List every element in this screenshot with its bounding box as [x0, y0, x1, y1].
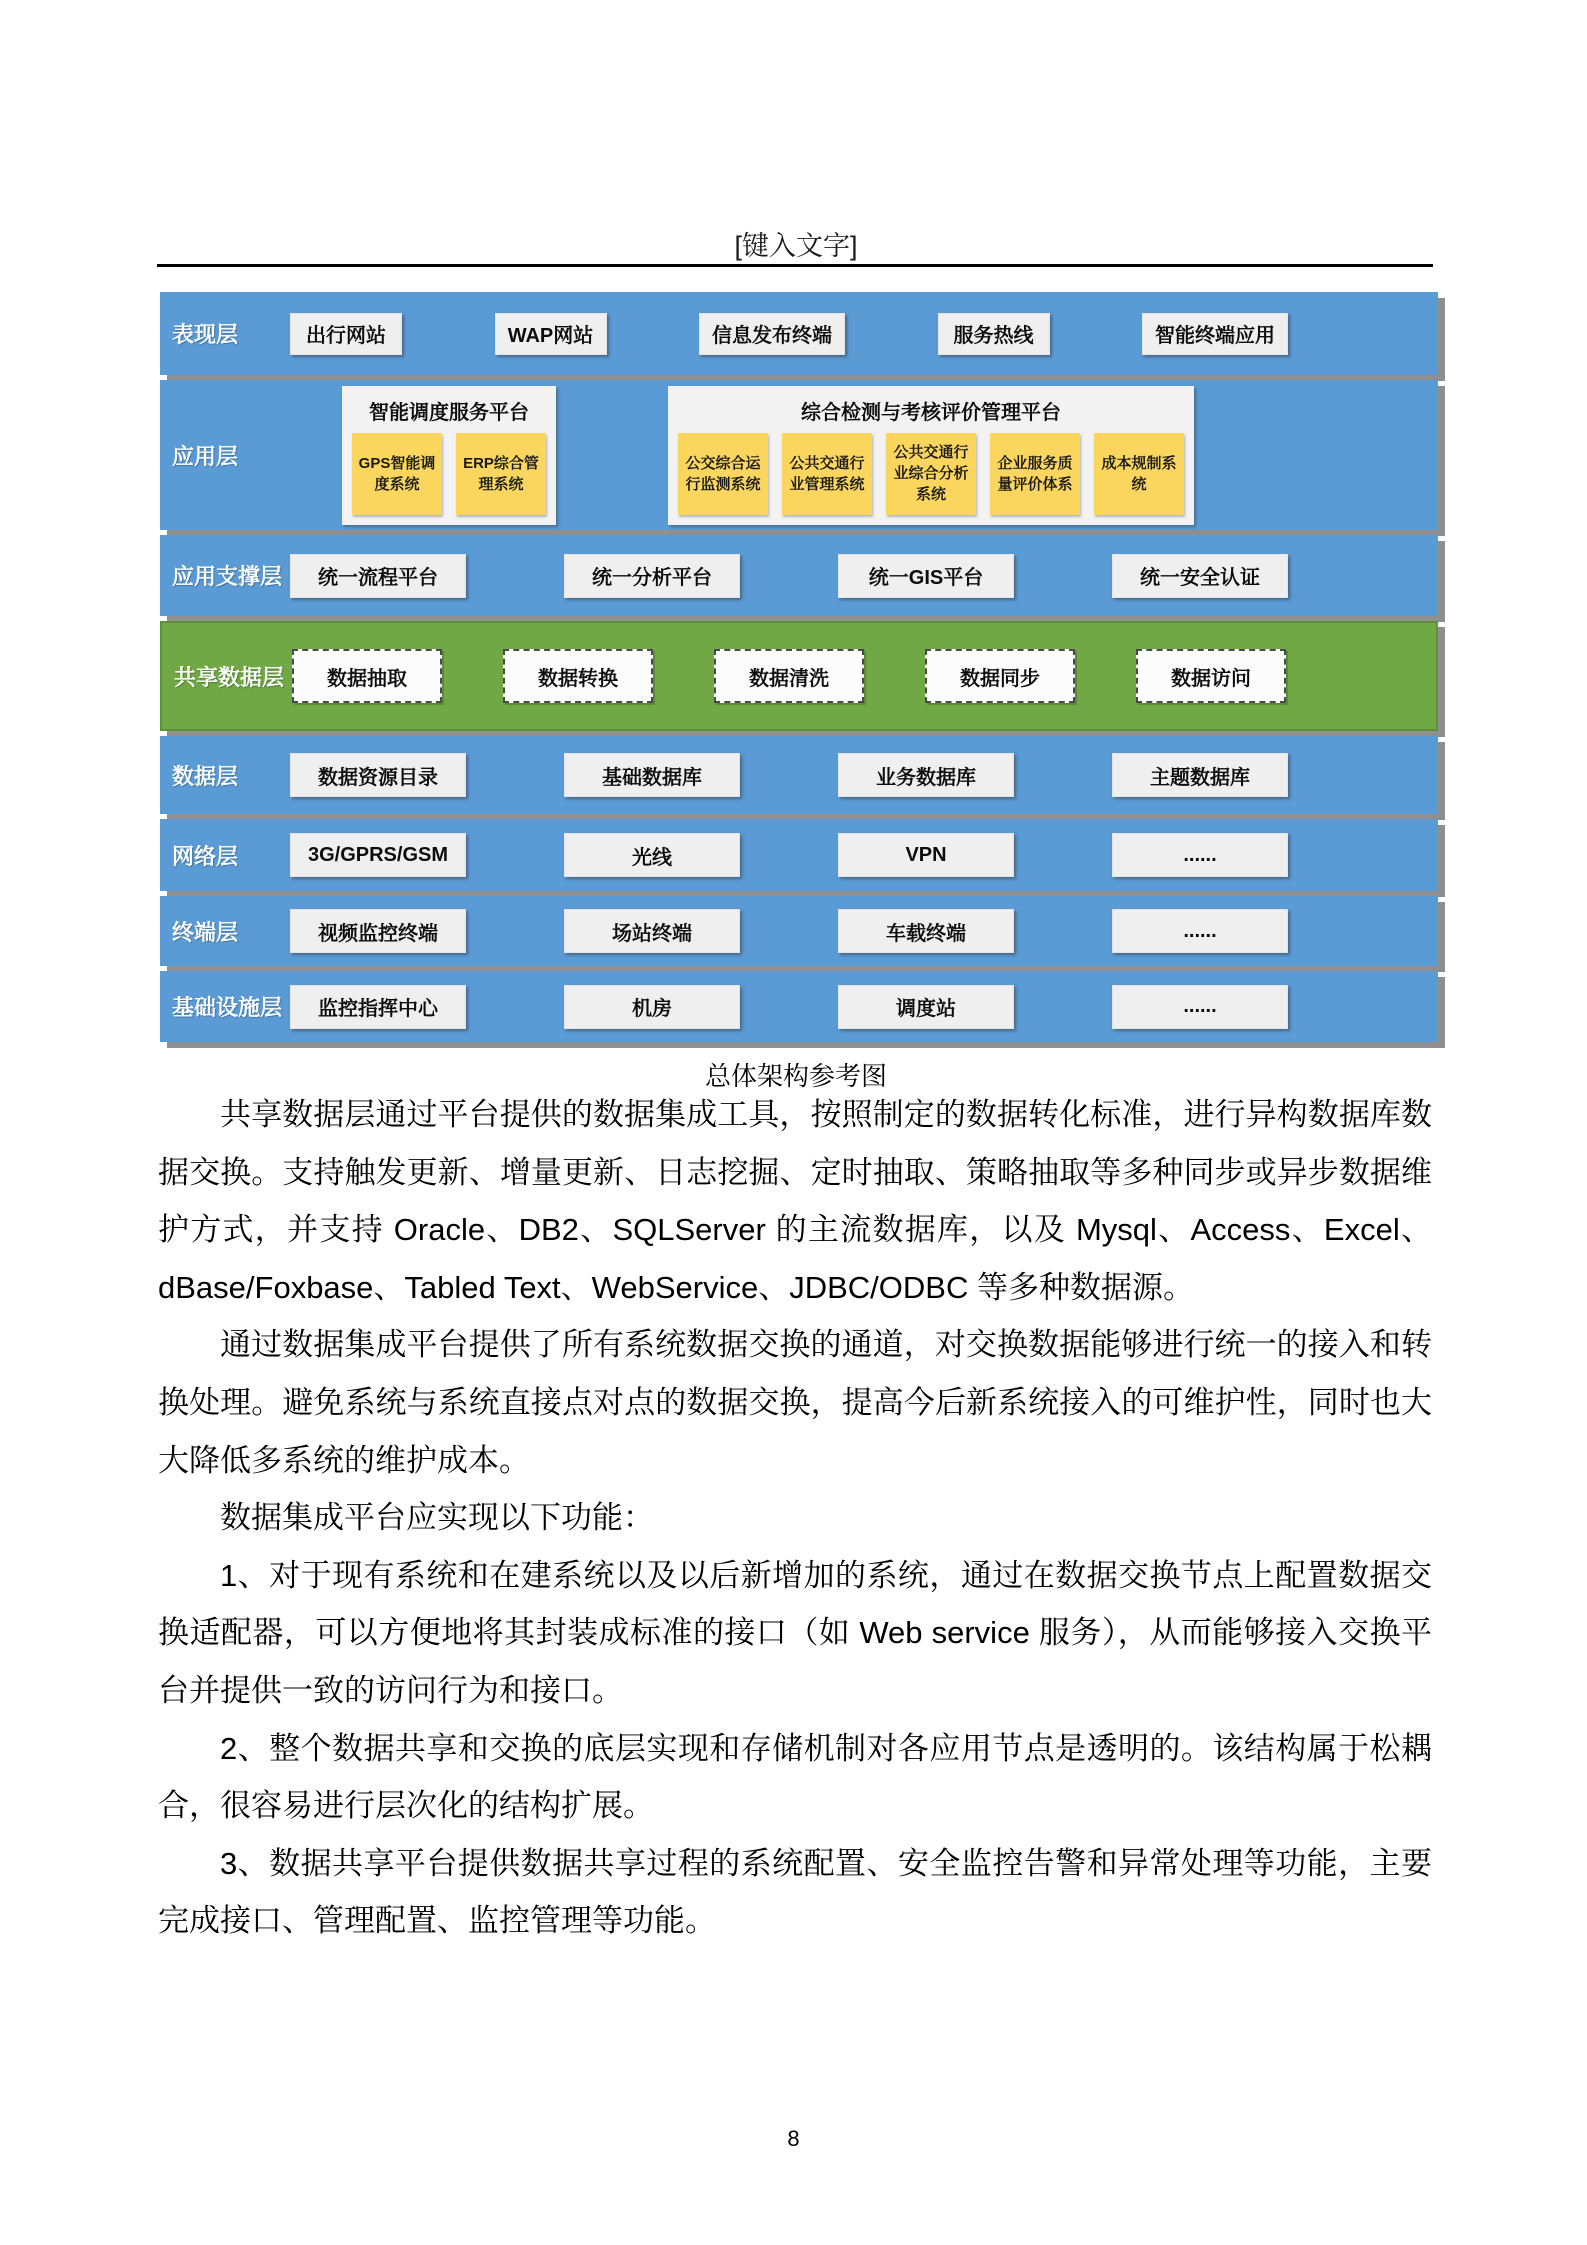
layer-label: 终端层 — [172, 919, 239, 945]
layer-item: 统一分析平台 — [564, 554, 740, 598]
platform-panel — [342, 386, 556, 525]
panel-title: 综合检测与考核评价管理平台 — [801, 401, 1061, 424]
layer-item: 统一安全认证 — [1112, 554, 1288, 598]
layer-row — [160, 896, 1438, 966]
data-process-box: 数据访问 — [1136, 649, 1286, 703]
panel-title: 智能调度服务平台 — [369, 401, 529, 424]
layer-content — [290, 833, 1438, 877]
layer-item: 出行网站 — [290, 313, 402, 355]
layer-row — [160, 736, 1438, 814]
subsystem-box: ERP综合管理系统 — [456, 433, 546, 515]
subsystem-box: 成本规制系统 — [1094, 433, 1184, 515]
paragraph: 3、数据共享平台提供数据共享过程的系统配置、安全监控告警和异常处理等功能，主要完成接口、管理配置、监控管理等功能。 — [158, 1845, 1432, 1939]
layer-row — [160, 971, 1438, 1042]
layer-label: 基础设施层 — [172, 995, 283, 1020]
layer-item: 机房 — [564, 985, 740, 1029]
architecture-diagram — [160, 292, 1438, 1047]
panel-boxes — [352, 433, 546, 515]
layer-item: 业务数据库 — [838, 753, 1014, 797]
layer-item: 3G/GPRS/GSM — [290, 833, 466, 877]
page-header — [160, 224, 1432, 263]
layer-label: 应用层 — [172, 443, 239, 469]
layer-item: 调度站 — [838, 985, 1014, 1029]
layer-item: 统一GIS平台 — [838, 554, 1014, 598]
subsystem-box: GPS智能调度系统 — [352, 433, 442, 515]
diagram-caption: 总体架构参考图 — [704, 1061, 887, 1091]
layer-item: 信息发布终端 — [699, 313, 845, 355]
layer-item: 光线 — [564, 833, 740, 877]
layer-item: 基础数据库 — [564, 753, 740, 797]
layer-row — [160, 621, 1438, 731]
layer-item: ...... — [1112, 909, 1288, 953]
layer-item: 视频监控终端 — [290, 909, 466, 953]
layer-row — [160, 819, 1438, 891]
layer-content — [290, 386, 1438, 525]
layer-row — [160, 292, 1438, 375]
layer-label: 数据层 — [172, 763, 239, 789]
layer-item: 主题数据库 — [1112, 753, 1288, 797]
paragraph: 通过数据集成平台提供了所有系统数据交换的通道，对交换数据能够进行统一的接入和转换处理。避免系统与系统直接点对点的数据交换，提高今后新系统接入的可维护性，同时也大大降低多系统的维护成本。 — [158, 1327, 1432, 1478]
layer-item: ...... — [1112, 985, 1288, 1029]
subsystem-box: 公共交通行业综合分析系统 — [886, 433, 976, 515]
layer-item: 统一流程平台 — [290, 554, 466, 598]
layer-item: ...... — [1112, 833, 1288, 877]
layer-row — [160, 535, 1438, 616]
paragraph: 数据集成平台应实现以下功能： — [220, 1500, 654, 1536]
layer-label: 表现层 — [172, 322, 239, 347]
layer-label: 应用支撑层 — [172, 564, 283, 589]
page-number: 8 — [787, 2126, 800, 2151]
paragraph: 1、对于现有系统和在建系统以及以后新增加的系统，通过在数据交换节点上配置数据交换适配器，可以方便地将其封装成标准的接口（如 Web service 服务），从而能够接入交换平台并提供一致的访问行为和接口。 — [158, 1557, 1432, 1708]
layer-content — [290, 985, 1438, 1029]
panel-boxes — [678, 433, 1184, 515]
layer-item: 监控指挥中心 — [290, 985, 466, 1029]
subsystem-box: 企业服务质量评价体系 — [990, 433, 1080, 515]
layer-item: 场站终端 — [564, 909, 740, 953]
layer-content — [290, 313, 1438, 355]
header-placeholder-text: [键入文字] — [734, 231, 858, 261]
body-text — [158, 1086, 1432, 1950]
layer-item: 车载终端 — [838, 909, 1014, 953]
layer-row — [160, 380, 1438, 530]
layer-item: 数据资源目录 — [290, 753, 466, 797]
layer-item: VPN — [838, 833, 1014, 877]
layer-label: 共享数据层 — [174, 664, 285, 690]
layer-content — [290, 554, 1438, 598]
data-process-box: 数据抽取 — [292, 649, 442, 703]
platform-panel — [668, 386, 1194, 525]
data-process-box: 数据转换 — [503, 649, 653, 703]
paragraph: 共享数据层通过平台提供的数据集成工具，按照制定的数据转化标准，进行异构数据库数据交换。支持触发更新、增量更新、日志挖掘、定时抽取、策略抽取等多种同步或异步数据维护方式，并支持 Oracle、DB2、SQLServer 的主流数据库，以及 Mysql、Access、Excel、dBase/Foxbase、Tabled Text、WebService、JDBC/ODBC 等多种数据源。 — [158, 1097, 1432, 1305]
layer-content — [290, 909, 1438, 953]
layer-content — [292, 649, 1436, 703]
data-process-box: 数据同步 — [925, 649, 1075, 703]
layer-label: 网络层 — [172, 843, 239, 869]
layer-content — [290, 753, 1438, 797]
data-process-box: 数据清洗 — [714, 649, 864, 703]
subsystem-box: 公共交通行业管理系统 — [782, 433, 872, 515]
layer-item: WAP网站 — [495, 313, 607, 355]
header-rule — [157, 264, 1433, 267]
subsystem-box: 公交综合运行监测系统 — [678, 433, 768, 515]
layer-item: 智能终端应用 — [1142, 313, 1288, 355]
paragraph: 2、整个数据共享和交换的底层实现和存储机制对各应用节点是透明的。该结构属于松耦合，很容易进行层次化的结构扩展。 — [158, 1730, 1432, 1824]
layer-item: 服务热线 — [938, 313, 1050, 355]
